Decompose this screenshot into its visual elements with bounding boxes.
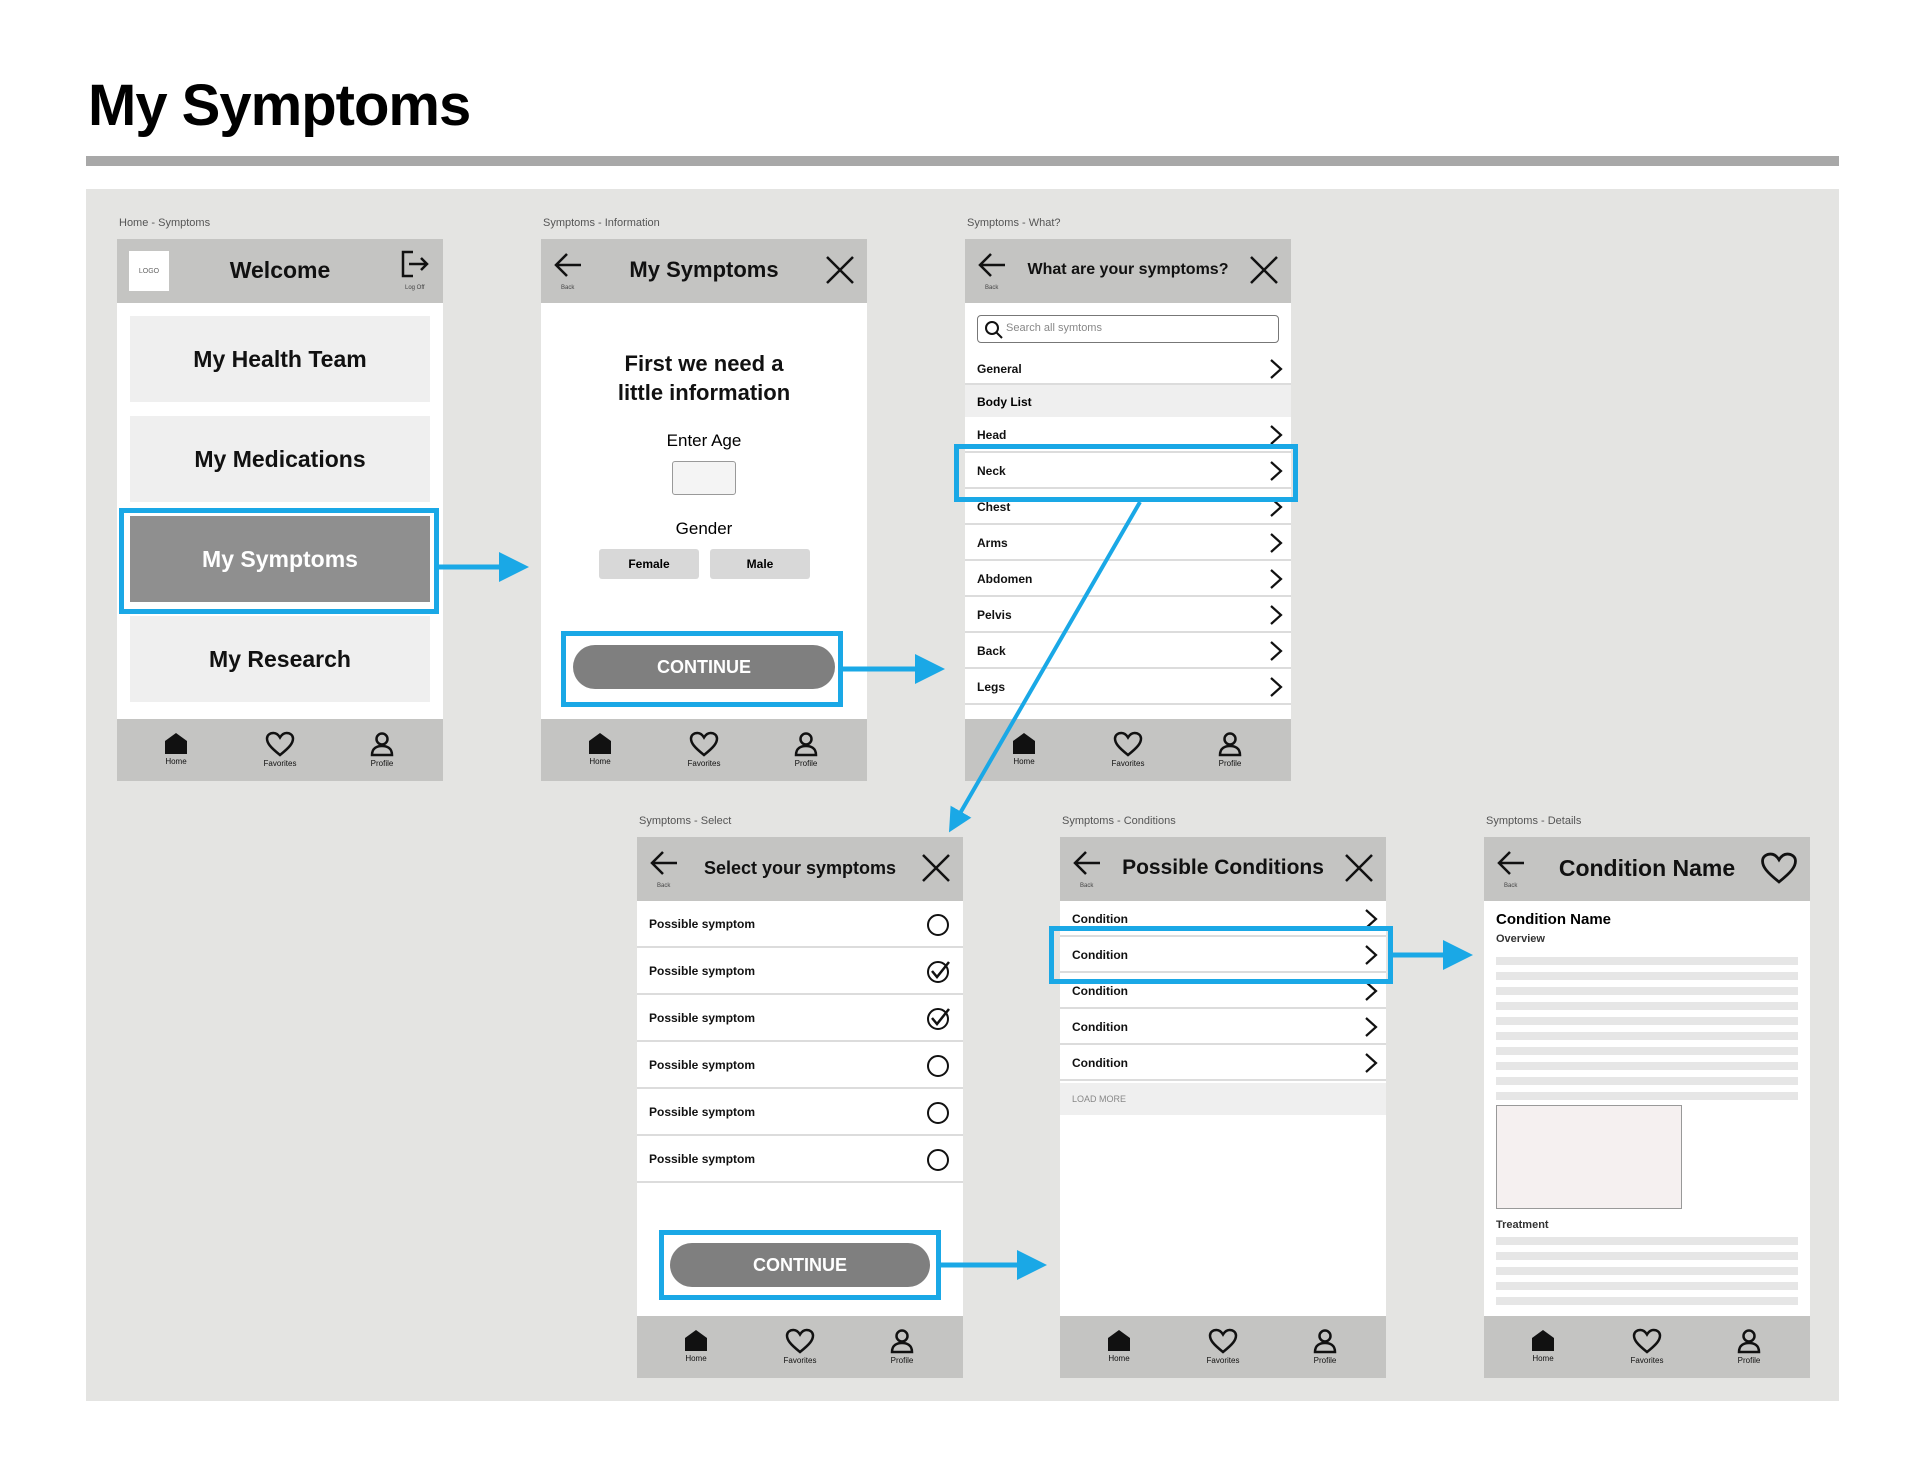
tab-home[interactable]: Home [1084, 1328, 1154, 1363]
list-item-head[interactable]: Head [965, 417, 1291, 453]
back-label: Back [657, 883, 671, 889]
screen-title: Condition Name [1558, 855, 1736, 881]
condition-label: Condition [1072, 912, 1128, 926]
arrow-neck-to-select [955, 502, 1140, 822]
list-item-legs[interactable]: Legs [965, 669, 1291, 705]
tab-profile[interactable]: Profile [1290, 1328, 1360, 1365]
screen-details-caption: Symptoms - Details [1486, 815, 1582, 827]
logoff-label: Log Off [405, 285, 425, 291]
page-title: My Symptoms [88, 73, 471, 138]
screen-conditions-caption: Symptoms - Conditions [1062, 815, 1176, 827]
symptom-label: Possible symptom [649, 1011, 756, 1025]
list-item-chest[interactable]: Chest [965, 489, 1291, 525]
tab-favorites[interactable]: Favorites [669, 731, 739, 768]
tab-profile[interactable]: Profile [1195, 731, 1265, 768]
list-item-abdomen[interactable]: Abdomen [965, 561, 1291, 597]
screen-what-caption: Symptoms - What? [967, 217, 1061, 229]
male-button[interactable]: Male [710, 549, 810, 579]
condition-name: Condition Name [1496, 911, 1611, 928]
tab-profile[interactable]: Profile [347, 731, 417, 768]
symptom-label: Possible symptom [649, 964, 756, 978]
tab-favorites[interactable]: Favorites [245, 731, 315, 768]
tile-my-health-team[interactable]: My Health Team [130, 316, 430, 402]
gender-label: Gender [675, 519, 733, 538]
screen-title: Welcome [229, 257, 331, 283]
symptom-label: Possible symptom [649, 1058, 756, 1072]
screen-home-caption: Home - Symptoms [119, 217, 211, 229]
symptom-label: Possible symptom [649, 1105, 756, 1119]
condition-label: Condition [1072, 984, 1128, 998]
female-button[interactable]: Female [599, 549, 699, 579]
continue-button[interactable]: CONTINUE [670, 1243, 930, 1287]
back-label: Back [561, 285, 575, 291]
tab-home[interactable]: Home [661, 1328, 731, 1363]
screen-title: Possible Conditions [1122, 856, 1324, 879]
tab-home[interactable]: Home [141, 731, 211, 766]
back-label: Back [985, 285, 999, 291]
tab-favorites[interactable]: Favorites [1612, 1328, 1682, 1365]
list-item-neck[interactable]: Neck [965, 453, 1291, 489]
age-label: Enter Age [666, 431, 742, 450]
back-label: Back [1504, 883, 1518, 889]
list-item-pelvis[interactable]: Pelvis [965, 597, 1291, 633]
condition-label: Condition [1072, 1020, 1128, 1034]
tab-favorites[interactable]: Favorites [1188, 1328, 1258, 1365]
tab-profile[interactable]: Profile [1714, 1328, 1784, 1365]
symptom-label: Possible symptom [649, 917, 756, 931]
tile-my-research[interactable]: My Research [130, 616, 430, 702]
continue-button[interactable]: CONTINUE [573, 645, 835, 689]
screen-title: Select your symptoms [703, 858, 897, 878]
info-heading: First we need a little information [617, 351, 791, 405]
tile-my-medications[interactable]: My Medications [130, 416, 430, 502]
tab-favorites[interactable]: Favorites [1093, 731, 1163, 768]
screen-title: My Symptoms [629, 257, 779, 282]
tab-profile[interactable]: Profile [771, 731, 841, 768]
back-label: Back [1080, 883, 1094, 889]
tab-home[interactable]: Home [1508, 1328, 1578, 1363]
condition-label: Condition [1072, 948, 1128, 962]
search-placeholder: Search all symtoms [1006, 322, 1102, 334]
list-item-back[interactable]: Back [965, 633, 1291, 669]
tab-profile[interactable]: Profile [867, 1328, 937, 1365]
screen-info-caption: Symptoms - Information [543, 217, 660, 229]
list-item-arms[interactable]: Arms [965, 525, 1291, 561]
logo-placeholder: LOGO [129, 251, 169, 291]
section-body-list: Body List [965, 385, 1291, 417]
tile-my-symptoms[interactable]: My Symptoms [130, 516, 430, 602]
screen-select-caption: Symptoms - Select [639, 815, 732, 827]
tab-home[interactable]: Home [565, 731, 635, 766]
screen-title: What are your symptoms? [1027, 261, 1229, 278]
tab-favorites[interactable]: Favorites [765, 1328, 835, 1365]
overview-label: Overview [1496, 933, 1545, 945]
symptom-label: Possible symptom [649, 1152, 756, 1166]
tab-home[interactable]: Home [989, 731, 1059, 766]
list-item-general[interactable]: General [965, 353, 1291, 385]
load-more-button[interactable]: LOAD MORE [1060, 1083, 1386, 1115]
treatment-label: Treatment [1496, 1219, 1549, 1231]
condition-label: Condition [1072, 1056, 1128, 1070]
